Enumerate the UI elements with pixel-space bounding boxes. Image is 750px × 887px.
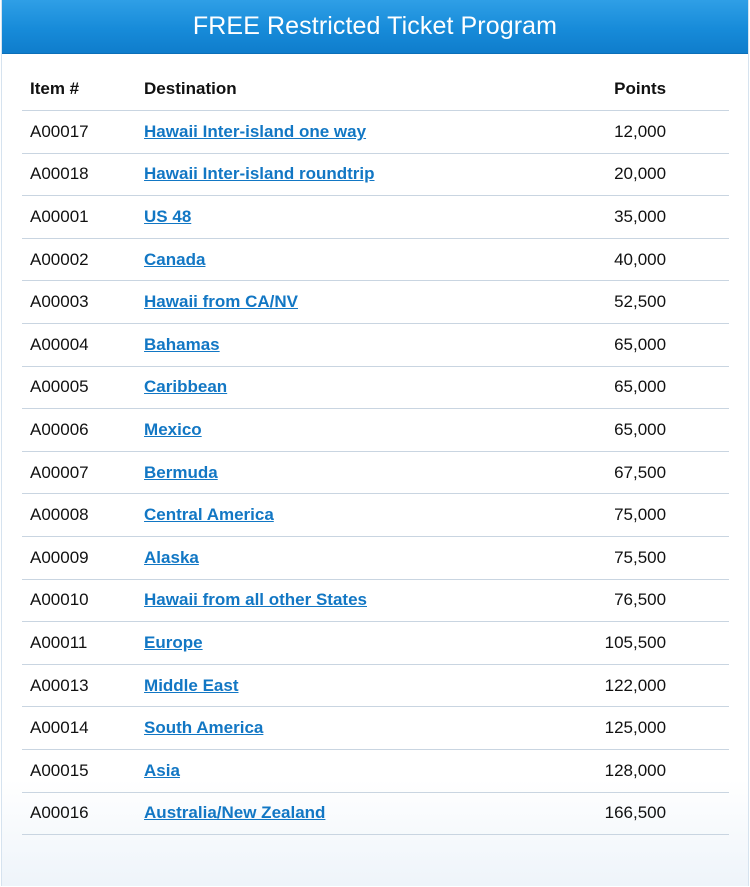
points-value: 40,000 — [614, 249, 667, 269]
points-value: 65,000 — [614, 419, 667, 439]
table-row — [22, 579, 729, 622]
destination-link[interactable]: US 48 — [144, 206, 192, 226]
table-row — [22, 111, 729, 154]
points-value: 65,000 — [614, 377, 667, 397]
destination-cell — [144, 451, 598, 494]
points-cell — [598, 111, 729, 154]
destination-link[interactable]: Hawaii from all other States — [144, 590, 367, 610]
destination-link[interactable]: Asia — [144, 760, 180, 780]
table-row — [22, 749, 729, 792]
destination-link[interactable]: Caribbean — [144, 377, 228, 397]
column-header-item: Item # — [22, 68, 144, 111]
destination-cell — [144, 238, 598, 281]
points-cell — [598, 238, 729, 281]
table-row — [22, 281, 729, 324]
table-row — [22, 238, 729, 281]
item-number: A00013 — [22, 664, 144, 707]
destination-cell — [144, 196, 598, 239]
item-number: A00018 — [22, 153, 144, 196]
page-title: FREE Restricted Ticket Program — [192, 12, 558, 40]
points-cell — [598, 323, 729, 366]
item-number: A00015 — [22, 749, 144, 792]
item-number: A00005 — [22, 366, 144, 409]
item-number: A00011 — [22, 622, 144, 665]
ticket-program-panel — [1, 0, 749, 886]
item-number: A00006 — [22, 409, 144, 452]
item-number: A00010 — [22, 579, 144, 622]
points-cell — [598, 451, 729, 494]
destination-link[interactable]: Middle East — [144, 675, 239, 695]
points-value: 125,000 — [604, 718, 667, 738]
table-row — [22, 366, 729, 409]
points-value: 12,000 — [614, 121, 667, 141]
ticket-table — [22, 68, 729, 835]
points-cell — [598, 196, 729, 239]
destination-link[interactable]: Australia/New Zealand — [144, 803, 326, 823]
destination-cell — [144, 366, 598, 409]
table-row — [22, 196, 729, 239]
points-value: 52,500 — [614, 292, 667, 312]
points-value: 75,000 — [614, 505, 667, 525]
item-number: A00016 — [22, 792, 144, 835]
destination-cell — [144, 323, 598, 366]
points-cell — [598, 664, 729, 707]
destination-cell — [144, 664, 598, 707]
points-cell — [598, 579, 729, 622]
points-value: 35,000 — [614, 206, 667, 226]
item-number: A00014 — [22, 707, 144, 750]
destination-cell — [144, 153, 598, 196]
item-number: A00003 — [22, 281, 144, 324]
destination-cell — [144, 536, 598, 579]
ticket-rows — [22, 111, 729, 835]
destination-cell — [144, 494, 598, 537]
points-value: 166,500 — [604, 803, 667, 823]
destination-cell — [144, 707, 598, 750]
item-number: A00002 — [22, 238, 144, 281]
table-row — [22, 622, 729, 665]
points-value: 65,000 — [614, 334, 667, 354]
destination-cell — [144, 749, 598, 792]
points-cell — [598, 153, 729, 196]
table-row — [22, 536, 729, 579]
points-cell — [598, 536, 729, 579]
points-value: 128,000 — [604, 760, 667, 780]
points-cell — [598, 792, 729, 835]
points-cell — [598, 366, 729, 409]
destination-link[interactable]: Alaska — [144, 547, 199, 567]
destination-link[interactable]: Bermuda — [144, 462, 218, 482]
destination-link[interactable]: Canada — [144, 249, 206, 269]
points-value: 67,500 — [614, 462, 667, 482]
item-number: A00004 — [22, 323, 144, 366]
destination-cell — [144, 281, 598, 324]
table-row — [22, 451, 729, 494]
item-number: A00009 — [22, 536, 144, 579]
points-cell — [598, 494, 729, 537]
table-row — [22, 323, 729, 366]
destination-link[interactable]: Bahamas — [144, 334, 220, 354]
destination-link[interactable]: Europe — [144, 632, 203, 652]
destination-link[interactable]: Hawaii Inter-island one way — [144, 121, 367, 141]
table-header-row — [22, 68, 729, 111]
column-header-points — [598, 68, 729, 111]
item-number: A00008 — [22, 494, 144, 537]
points-value: 122,000 — [604, 675, 667, 695]
item-number: A00001 — [22, 196, 144, 239]
destination-cell — [144, 409, 598, 452]
destination-cell — [144, 111, 598, 154]
destination-link[interactable]: Mexico — [144, 419, 202, 439]
table-row — [22, 494, 729, 537]
points-value: 20,000 — [614, 164, 667, 184]
table-row — [22, 792, 729, 835]
points-cell — [598, 622, 729, 665]
column-header-points-label: Points — [614, 79, 667, 98]
points-value: 76,500 — [614, 590, 667, 610]
points-cell — [598, 281, 729, 324]
item-number: A00017 — [22, 111, 144, 154]
points-value: 105,500 — [604, 632, 667, 652]
points-cell — [598, 707, 729, 750]
points-cell — [598, 749, 729, 792]
destination-cell — [144, 622, 598, 665]
destination-cell — [144, 579, 598, 622]
table-row — [22, 153, 729, 196]
destination-link[interactable]: Hawaii from CA/NV — [144, 292, 299, 312]
column-header-destination: Destination — [144, 68, 598, 111]
destination-cell — [144, 792, 598, 835]
destination-link[interactable]: South America — [144, 718, 264, 738]
table-row — [22, 707, 729, 750]
item-number: A00007 — [22, 451, 144, 494]
destination-link[interactable]: Hawaii Inter-island roundtrip — [144, 164, 375, 184]
table-row — [22, 664, 729, 707]
table-row — [22, 409, 729, 452]
panel-header — [2, 0, 748, 54]
points-value: 75,500 — [614, 547, 667, 567]
points-cell — [598, 409, 729, 452]
destination-link[interactable]: Central America — [144, 505, 274, 525]
